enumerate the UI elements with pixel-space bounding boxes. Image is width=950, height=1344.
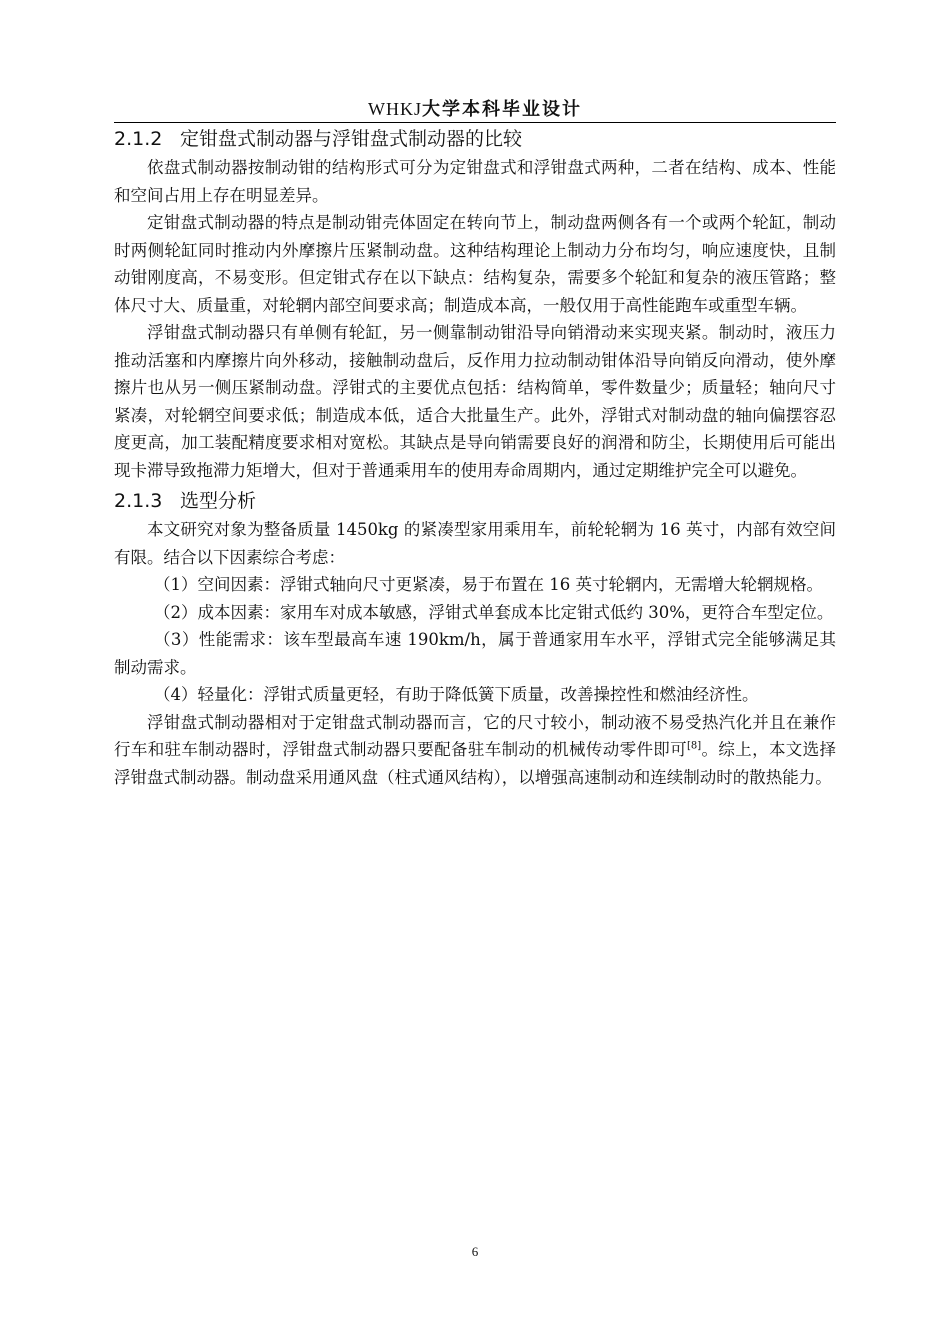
paragraph-conclusion: [114, 709, 836, 792]
header-school-code: WHKJ: [368, 99, 422, 119]
section-heading-2-1-2: [114, 126, 836, 152]
list-item: （2）成本因素：家用车对成本敏感，浮钳式单套成本比定钳式低约 30%，更符合车型定位。: [154, 602, 834, 622]
document-body: [114, 124, 836, 791]
section-number: 2.1.2: [114, 128, 163, 150]
section-title: 定钳盘式制动器与浮钳盘式制动器的比较: [180, 128, 523, 150]
paragraph: 本文研究对象为整备质量 1450kg 的紧凑型家用乘用车，前轮轮辋为 16 英寸，内部有效空间有限。结合以下因素综合考虑：: [114, 520, 836, 567]
section-title: 选型分析: [180, 490, 257, 512]
section-number: 2.1.3: [114, 490, 163, 512]
citation-reference: [8]: [687, 740, 702, 752]
page-number: 6: [471, 1244, 479, 1259]
conclusion-text: 浮钳盘式制动器相对于定钳盘式制动器而言，它的尺寸较小，制动液不易受热汽化并且在兼作行车和驻车制动器时，浮钳盘式制动器只要配备驻车制动的机械传动零件即可: [114, 712, 836, 759]
paragraph: 浮钳盘式制动器只有单侧有轮缸，另一侧靠制动钳沿导向销滑动来实现夹紧。制动时，液压力推动活塞和内摩擦片向外移动，接触制动盘后，反作用力拉动制动钳体沿导向销反向滑动，使外摩擦片也从另一侧压紧制动盘。浮钳式的主要优点包括：结构简单，零件数量少；质量轻；轴向尺寸紧凑，对轮辋空间要求低；制造成本低，适合大批量生产。此外，浮钳式对制动盘的轴向偏摆容忍度更高，加工装配精度要求相对宽松。其缺点是导向销需要良好的润滑和防尘，长期使用后可能出现卡滞导致拖滞力矩增大，但对于普通乘用车的使用寿命周期内，通过定期维护完全可以避免。: [114, 323, 836, 480]
header-title: 大学本科毕业设计: [422, 99, 582, 120]
page-header: [114, 96, 836, 123]
section-heading-2-1-3: [114, 488, 836, 514]
list-item: （4）轻量化：浮钳式质量更轻，有助于降低簧下质量，改善操控性和燃油经济性。: [154, 685, 759, 704]
paragraph: 定钳盘式制动器的特点是制动钳壳体固定在转向节上，制动盘两侧各有一个或两个轮缸，制动时两侧轮缸同时推动内外摩擦片压紧制动盘。这种结构理论上制动力分布均匀，响应速度快，且制动钳刚度高，不易变形。但定钳式存在以下缺点：结构复杂，需要多个轮缸和复杂的液压管路；整体尺寸大、质量重，对轮辋内部空间要求高；制造成本高，一般仅用于高性能跑车或重型车辆。: [114, 213, 836, 315]
conclusion-text: 。综上，本文选择浮钳盘式制动器。制动盘采用通风盘（柱式通风结构），以增强高速制动和连续制动时的散热能力。: [114, 740, 837, 787]
list-item: （1）空间因素：浮钳式轴向尺寸更紧凑，易于布置在 16 英寸轮辋内，无需增大轮辋规格。: [154, 575, 823, 594]
list-item: （3）性能需求：该车型最高车速 190km/h，属于普通家用车水平，浮钳式完全能够满足其制动需求。: [114, 630, 836, 677]
paragraph: 依盘式制动器按制动钳的结构形式可分为定钳盘式和浮钳盘式两种，二者在结构、成本、性能和空间占用上存在明显差异。: [114, 158, 836, 205]
